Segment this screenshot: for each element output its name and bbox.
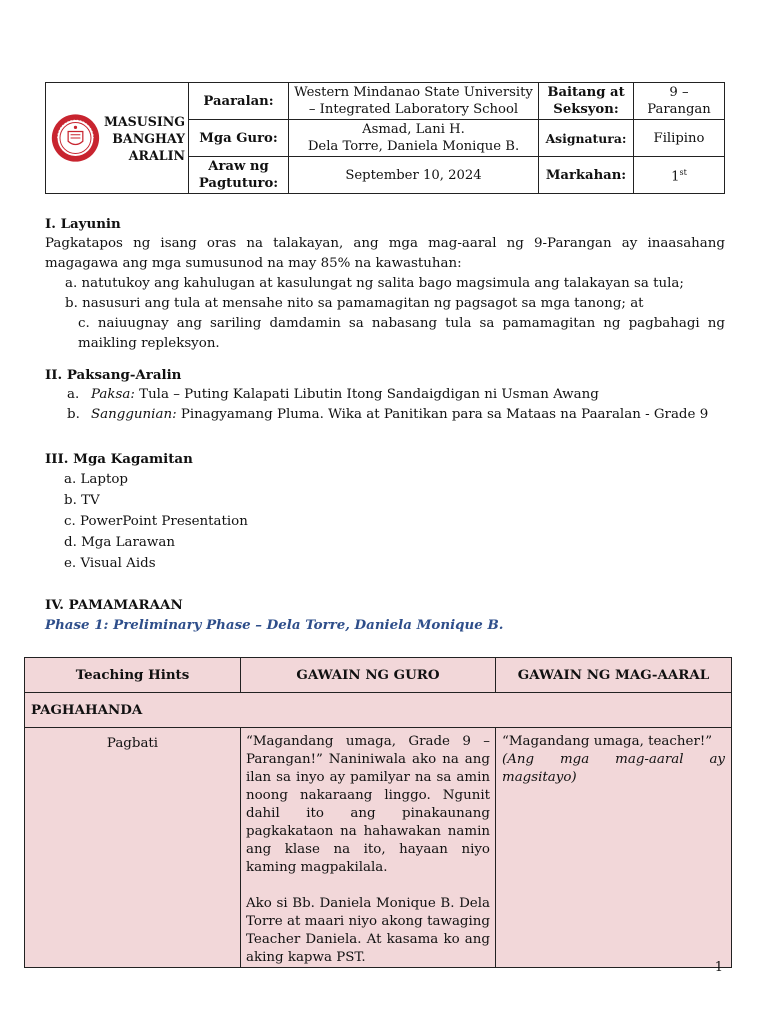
paaralan-value: Western Mindanao State University – Integrated Laboratory School [289, 83, 539, 120]
kagamitan-section [45, 449, 725, 574]
pamamaraan-section [45, 595, 725, 635]
pamamaraan-heading: IV. PAMAMARAAN [45, 597, 183, 613]
kagamitan-item: d. Mga Larawan [64, 535, 175, 550]
col-header-gawain-magaaral: GAWAIN NG MAG-AARAL [496, 658, 732, 693]
baitang-label: Baitang at Seksyon: [539, 83, 634, 120]
asignatura-value: Filipino [634, 120, 725, 157]
layunin-heading: I. Layunin [45, 216, 121, 232]
document-title: MASUSING BANGHAY ARALIN [103, 113, 185, 163]
guro-cell [241, 728, 496, 968]
paaralan-label: Paaralan: [189, 83, 289, 120]
col-header-gawain-guro: GAWAIN NG GURO [241, 658, 496, 693]
sanggunian-item: b. Sanggunian: Pinagyamang Pluma. Wika at Panitikan para sa Mataas na Paaralan - Grade 9 [67, 407, 709, 422]
araw-label: Araw ng Pagtuturo: [189, 157, 289, 194]
layunin-item: c. naiuugnay ang sariling damdamin sa nabasang tula sa pamamagitan ng pagbahagi ng maikling repleksyon. [78, 316, 725, 351]
layunin-item: a. natutukoy ang kahulugan at kasulungat ng salita bago magsimula ang talakayan sa tula; [65, 276, 684, 291]
layunin-section [45, 214, 725, 354]
layunin-item: b. nasusuri ang tula at mensahe nito sa pamamagitan ng pagsagot sa mga tanong; at [65, 296, 644, 311]
phase-title: Phase 1: Preliminary Phase – Dela Torre, Daniela Monique B. [45, 617, 504, 633]
school-seal-icon [51, 108, 100, 168]
paghahanda-row: PAGHAHANDA [25, 693, 732, 728]
magaaral-note: (Ang mga mag-aaral ay magsitayo) [502, 752, 725, 785]
paksa-section [45, 365, 725, 425]
guro-label: Mga Guro: [189, 120, 289, 157]
procedure-table [24, 657, 732, 968]
page-number: 1 [714, 960, 723, 975]
hint-cell: Pagbati [25, 728, 241, 968]
asignatura-label: Asignatura: [539, 120, 634, 157]
kagamitan-item: a. Laptop [64, 472, 128, 487]
paksa-heading: II. Paksang-Aralin [45, 367, 182, 383]
markahan-value: 1st [634, 157, 725, 194]
layunin-intro: Pagkatapos ng isang oras na talakayan, ang mga mag-aaral ng 9-Parangan ay inaasahang magagawa ang mga sumusunod na may 85% na kawastuhan: [45, 236, 725, 271]
kagamitan-item: b. TV [64, 493, 100, 508]
baitang-value: 9 – Parangan [634, 83, 725, 120]
col-header-teaching-hints: Teaching Hints [25, 658, 241, 693]
guro-value: Asmad, Lani H. Dela Torre, Daniela Monique B. [289, 120, 539, 157]
guro-paragraph: “Magandang umaga, Grade 9 – Parangan!” Naniniwala ako na ang ilan sa inyo ay pamilyar na sa amin noong nakaraang linggo. Ngunit dahil ito ang pinakaunang pagkakataon na hahawakan namin ang klase na ito, hayaan niyo kaming magpakilala. [246, 734, 490, 875]
paksa-item: a. Paksa: Tula – Puting Kalapati Libutin Itong Sandaigdigan ni Usman Awang [67, 387, 599, 402]
header-table [45, 82, 725, 194]
magaaral-cell [496, 728, 732, 968]
araw-value: September 10, 2024 [289, 157, 539, 194]
kagamitan-item: c. PowerPoint Presentation [64, 514, 248, 529]
magaaral-response: “Magandang umaga, teacher!” [502, 734, 713, 749]
markahan-label: Markahan: [539, 157, 634, 194]
kagamitan-item: e. Visual Aids [64, 556, 156, 571]
logo-cell [46, 83, 189, 194]
guro-paragraph: Ako si Bb. Daniela Monique B. Dela Torre at maari niyo akong tawaging Teacher Daniela. At kasama ko ang aking kapwa PST. [246, 896, 490, 965]
kagamitan-heading: III. Mga Kagamitan [45, 451, 193, 467]
